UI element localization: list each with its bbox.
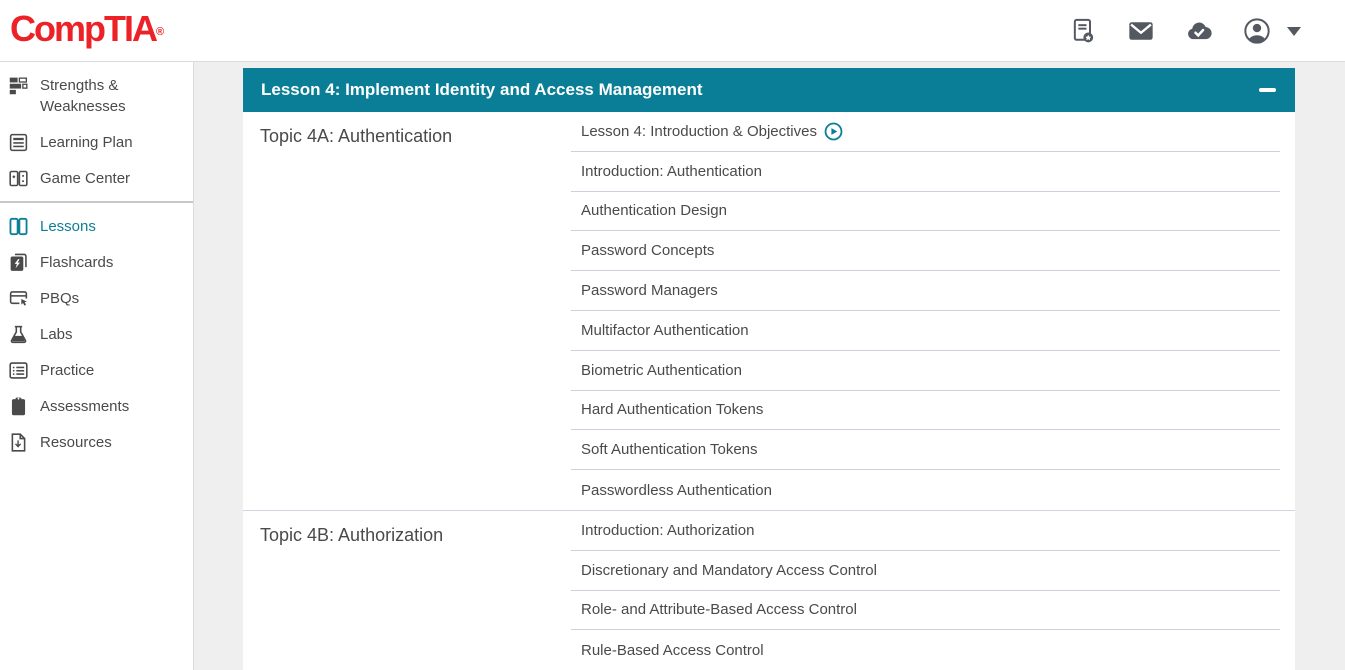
topic-item-list [571, 511, 1280, 670]
practice-list-icon [8, 360, 29, 381]
lesson-item-row[interactable] [571, 551, 1280, 591]
lesson-item-label: Multifactor Authentication [581, 321, 749, 339]
lesson-body [243, 112, 1295, 670]
download-document-icon [8, 432, 29, 453]
lesson-item-label: Password Managers [581, 282, 718, 300]
account-icon[interactable] [1243, 17, 1271, 45]
caret-down-icon[interactable] [1287, 27, 1301, 36]
topic-item-list [571, 112, 1280, 510]
sidebar-item-game-center[interactable] [0, 160, 193, 196]
sidebar-divider [0, 201, 193, 203]
sidebar-item-label: Resources [40, 434, 112, 451]
lesson-item-row[interactable] [571, 311, 1280, 351]
sidebar-item-resources[interactable] [0, 424, 193, 460]
lesson-title: Lesson 4: Implement Identity and Access Management [261, 80, 703, 99]
lesson-item-row[interactable] [571, 470, 1280, 510]
lesson-item-label: Rule-Based Access Control [581, 641, 764, 659]
lesson-item-row[interactable] [571, 271, 1280, 311]
flashcard-bolt-icon [8, 252, 29, 273]
collapse-lesson-button[interactable] [1255, 78, 1279, 102]
sidebar-item-strengths-weaknesses[interactable] [0, 67, 193, 124]
lesson-item-row[interactable] [571, 152, 1280, 192]
sidebar-item-label: Practice [40, 362, 95, 379]
lesson-item-label: Discretionary and Mandatory Access Control [581, 561, 877, 579]
comptia-logo[interactable] [10, 8, 164, 50]
sidebar-item-label: Strengths & Weaknesses [40, 77, 126, 115]
sidebar-item-label: Game Center [40, 170, 131, 187]
lesson-item-row[interactable] [571, 591, 1280, 631]
cloud-sync-icon[interactable] [1185, 17, 1213, 45]
lesson-item-row[interactable] [571, 351, 1280, 391]
lesson-item-label: Soft Authentication Tokens [581, 441, 758, 459]
sidebar-item-label: Labs [40, 326, 73, 343]
clipboard-icon [8, 396, 29, 417]
open-book-icon [8, 216, 29, 237]
lesson-item-row[interactable] [571, 511, 1280, 551]
lesson-item-label: Passwordless Authentication [581, 481, 772, 499]
lesson-item-label: Introduction: Authentication [581, 162, 762, 180]
lesson-item-label: Biometric Authentication [581, 361, 742, 379]
topbar-icon-group [1069, 0, 1301, 62]
pbq-window-icon [8, 288, 29, 309]
lesson-item-row[interactable] [571, 391, 1280, 431]
lesson-header[interactable] [243, 68, 1295, 112]
sidebar-item-assessments[interactable] [0, 388, 193, 424]
exam-notes-icon[interactable] [1069, 17, 1097, 45]
sidebar-item-label: Assessments [40, 398, 130, 415]
lesson-item-row[interactable] [571, 430, 1280, 470]
lesson-item-label: Role- and Attribute-Based Access Control [581, 601, 857, 619]
lesson-panel [243, 68, 1295, 670]
minus-icon [1259, 88, 1276, 92]
mail-icon[interactable] [1127, 17, 1155, 45]
lesson-item-row[interactable] [571, 630, 1280, 670]
sidebar-item-label: Lessons [40, 218, 96, 235]
lesson-item-label: Lesson 4: Introduction & Objectives [581, 122, 817, 140]
comptia-logo-text: CompTIA [10, 8, 156, 49]
sidebar-item-pbqs[interactable] [0, 280, 193, 316]
lesson-item-label: Authentication Design [581, 202, 727, 220]
play-icon[interactable] [824, 122, 843, 141]
sidebar-nav [0, 62, 194, 670]
learning-plan-icon [8, 132, 29, 153]
sidebar-item-learning-plan[interactable] [0, 124, 193, 160]
registered-mark: ® [155, 26, 165, 38]
strengths-bars-icon [8, 75, 29, 96]
lesson-item-row[interactable] [571, 112, 1280, 152]
lesson-item-label: Introduction: Authorization [581, 521, 755, 539]
sidebar-item-flashcards[interactable] [0, 244, 193, 280]
topic-section-4a [243, 112, 1295, 510]
lesson-item-label: Password Concepts [581, 242, 715, 260]
lesson-item-row[interactable] [571, 192, 1280, 232]
sidebar-item-label: Flashcards [40, 254, 114, 271]
sidebar-item-practice[interactable] [0, 352, 193, 388]
game-center-icon [8, 168, 29, 189]
topic-title: Topic 4B: Authorization [260, 524, 444, 545]
lesson-item-row[interactable] [571, 231, 1280, 271]
top-bar [0, 0, 1345, 62]
lab-flask-icon [8, 324, 29, 345]
sidebar-item-labs[interactable] [0, 316, 193, 352]
lesson-item-label: Hard Authentication Tokens [581, 401, 764, 419]
sidebar-item-label: Learning Plan [40, 134, 133, 151]
topic-section-4b [243, 510, 1295, 670]
sidebar-item-label: PBQs [40, 290, 80, 307]
topic-title: Topic 4A: Authentication [260, 126, 453, 146]
sidebar-item-lessons[interactable] [0, 208, 193, 244]
